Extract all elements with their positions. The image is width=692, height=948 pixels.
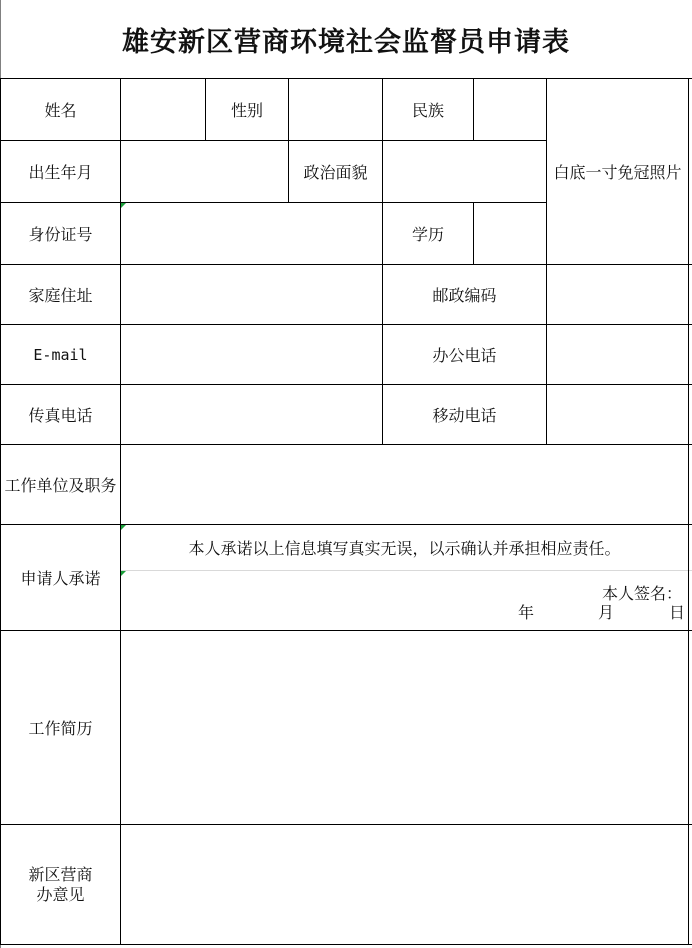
address-label: 家庭住址: [28, 286, 93, 305]
id-number-label: 身份证号: [28, 225, 93, 244]
date-month: 月: [597, 602, 614, 622]
fax-field[interactable]: [121, 385, 382, 444]
office-phone-field[interactable]: [547, 325, 688, 384]
gender-label: 性别: [230, 101, 263, 120]
cell-marker: [121, 203, 126, 208]
office-phone-label: 办公电话: [432, 346, 497, 365]
education-field[interactable]: [474, 203, 546, 264]
birth-field[interactable]: [121, 141, 288, 202]
date-day: 日: [668, 602, 685, 622]
id-number-field[interactable]: [121, 203, 382, 264]
photo-placeholder[interactable]: 白底一寸免冠照片: [553, 163, 682, 182]
birth-label: 出生年月: [28, 163, 93, 182]
opinion-field[interactable]: [121, 825, 688, 944]
signature-label: 本人签名：: [601, 583, 682, 603]
resume-field[interactable]: [121, 631, 688, 824]
opinion-label: 新区营商办意见: [28, 864, 93, 904]
resume-label: 工作简历: [28, 719, 93, 738]
work-unit-field[interactable]: [121, 445, 688, 524]
fax-label: 传真电话: [28, 406, 93, 425]
ethnicity-field[interactable]: [474, 79, 546, 140]
cell-marker: [121, 571, 126, 576]
mobile-field[interactable]: [547, 385, 688, 444]
postcode-label: 邮政编码: [432, 286, 497, 305]
commitment-text: 本人承诺以上信息填写真实无误，以示确认并承担相应责任。: [188, 539, 621, 558]
email-field[interactable]: [121, 325, 382, 384]
ethnicity-label: 民族: [411, 101, 444, 120]
email-label: E-mail: [33, 345, 88, 364]
gender-field[interactable]: [289, 79, 382, 140]
commitment-label: 申请人承诺: [20, 569, 101, 588]
name-field[interactable]: [121, 79, 205, 140]
form-title: 雄安新区营商环境社会监督员申请表: [122, 26, 570, 58]
name-label: 姓名: [44, 101, 77, 120]
date-year: 年: [517, 602, 534, 622]
work-unit-label: 工作单位及职务: [4, 476, 117, 495]
political-field[interactable]: [383, 141, 546, 202]
education-label: 学历: [411, 225, 444, 244]
mobile-label: 移动电话: [432, 406, 497, 425]
address-field[interactable]: [121, 265, 382, 324]
political-label: 政治面貌: [303, 163, 368, 182]
postcode-field[interactable]: [547, 265, 688, 324]
